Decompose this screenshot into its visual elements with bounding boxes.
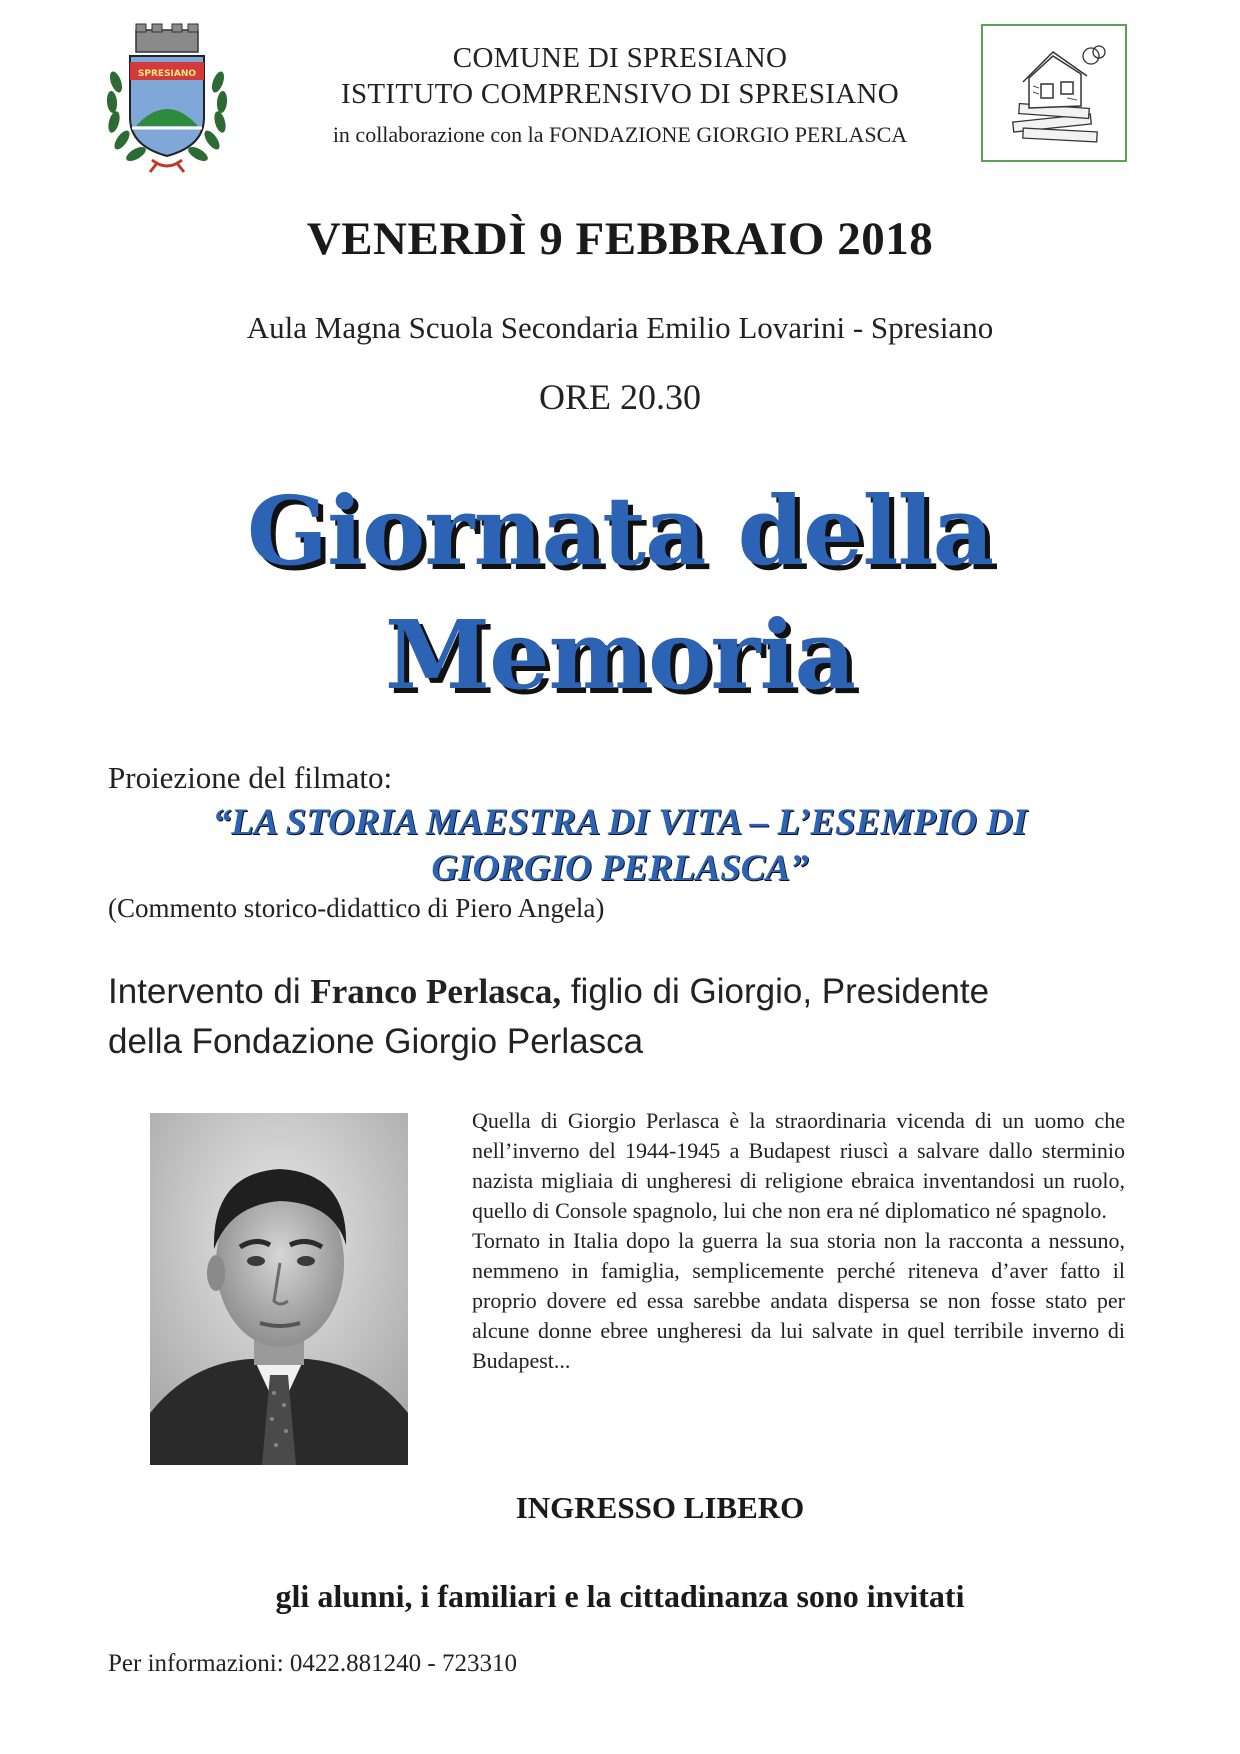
- event-date: VENERDÌ 9 FEBBRAIO 2018: [306, 213, 934, 265]
- film-title-line-2: GIORGIO PERLASCA”: [431, 848, 809, 889]
- page-title: [0, 470, 1240, 718]
- event-time: ORE 20.30: [539, 377, 701, 417]
- header-line-comune: COMUNE DI SPRESIANO: [452, 42, 788, 74]
- foundation-logo: [981, 24, 1127, 162]
- film-title-line-1: “LA STORIA MAESTRA DI VITA – L’ESEMPIO DI: [212, 802, 1028, 843]
- projection-label: Proiezione del filmato:: [108, 760, 393, 795]
- speaker-intro: [108, 967, 1148, 1067]
- speaker-line-2: della Fondazione Giorgio Perlasca: [108, 1022, 644, 1061]
- header: [260, 40, 980, 152]
- header-line-collaborazione: in collaborazione con la FONDAZIONE GIORGIO PERLASCA: [332, 122, 908, 147]
- house-on-books-icon: [983, 26, 1125, 160]
- event-place: Aula Magna Scuola Secondaria Emilio Lovarini - Spresiano: [246, 310, 994, 345]
- film-commentary-note: (Commento storico-didattico di Piero Angela): [108, 893, 605, 923]
- title-line-1: Giornata della: [246, 476, 994, 587]
- free-entry-notice: INGRESSO LIBERO: [515, 1490, 805, 1525]
- biography-paragraph: Quella di Giorgio Perlasca è la straordinaria vicenda di un uomo che nell’inverno del 1944-1945 a Budapest riuscì a salvare dallo sterminio nazista migliaia di ungheresi di religione ebraica inventandosi un ruolo, quello di Console spagnolo, lui che non era né diplomatico né spagnolo.: [472, 1108, 1125, 1223]
- portrait-photo-icon: [150, 1113, 408, 1465]
- biography-text: [472, 1106, 1125, 1376]
- speaker-line-1: [108, 967, 1148, 1017]
- speaker-suffix: figlio di Giorgio, Presidente: [561, 972, 990, 1011]
- svg-text:SPRESIANO: SPRESIANO: [137, 69, 197, 79]
- title-line-2: Memoria: [384, 600, 856, 711]
- speaker-name: Franco Perlasca,: [310, 972, 562, 1011]
- invitation-line: gli alunni, i familiari e la cittadinanza sono invitati: [275, 1578, 965, 1614]
- header-line-istituto: ISTITUTO COMPRENSIVO DI SPRESIANO: [341, 78, 899, 110]
- speaker-prefix: Intervento di: [108, 972, 311, 1011]
- municipal-crest-icon: [102, 22, 232, 174]
- biography-paragraph: Tornato in Italia dopo la guerra la sua storia non la racconta a nessuno, nemmeno in famiglia, semplicemente perché riteneva d’aver fatto il proprio dovere ed essa sarebbe andata dispersa se non fosse stato per alcune donne ebree ungheresi da lui salvate in quel terribile inverno di Budapest...: [472, 1228, 1125, 1373]
- contact-info: Per informazioni: 0422.881240 - 723310: [108, 1650, 517, 1677]
- film-title: [0, 800, 1240, 892]
